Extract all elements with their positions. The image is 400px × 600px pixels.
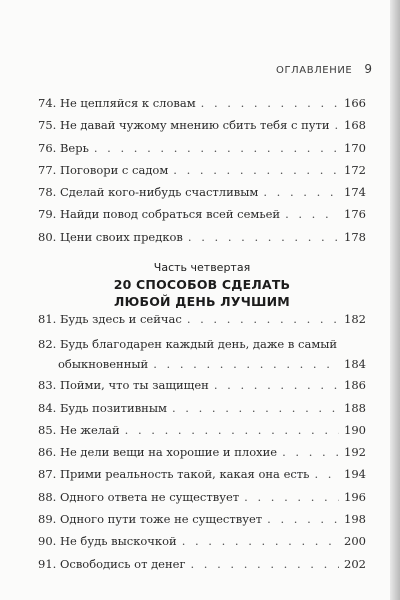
running-head-title: ОГЛАВЛЕНИЕ [276, 65, 353, 76]
toc-entry [38, 534, 366, 556]
dot-leader [173, 163, 339, 177]
part-heading [38, 260, 366, 310]
dot-leader [172, 401, 339, 415]
toc-entry-page: 170 [344, 140, 366, 155]
toc-entry-page: 178 [344, 229, 366, 244]
toc-entry-title: 80. Цени своих предков [38, 229, 183, 244]
part-label: Часть четвертая [153, 261, 251, 274]
toc-entry-title: 78. Сделай кого-нибудь счастливым [38, 185, 259, 200]
toc-entry-page: 198 [344, 512, 366, 527]
dot-leader [125, 423, 339, 437]
toc-entry [38, 163, 366, 185]
toc-entry-page: 174 [344, 185, 366, 200]
toc-entry [38, 445, 366, 467]
toc-list-part4 [38, 312, 366, 579]
toc-entry [38, 185, 366, 207]
toc-entry-page: 172 [344, 162, 366, 177]
toc-entry-title: 85. Не желай [38, 422, 120, 437]
toc-entry-page: 176 [344, 207, 366, 222]
toc-entry [38, 557, 366, 579]
toc-entry-page: 186 [344, 378, 366, 393]
toc-entry [38, 467, 366, 489]
toc-entry-page: 192 [344, 445, 366, 460]
toc-entry-title: 86. Не дели вещи на хорошие и плохие [38, 445, 278, 460]
toc-entry-title: 81. Будь здесь и сейчас [38, 312, 182, 326]
toc-entry [38, 312, 366, 334]
dot-leader [182, 534, 339, 548]
page-number: 9 [364, 62, 372, 76]
toc-entry-title: 87. Прими реальность такой, какая она есть [38, 467, 310, 482]
toc-entry-title: 84. Будь позитивным [38, 400, 167, 415]
dot-leader [267, 512, 339, 526]
toc-entry-page: 190 [344, 422, 366, 437]
toc-entry [38, 207, 366, 229]
toc-entry-title-continued: обыкновенный [58, 357, 149, 372]
toc-entry-page: 166 [344, 96, 366, 110]
toc-entry-page: 184 [344, 357, 366, 372]
toc-entry [38, 334, 366, 378]
toc-entry [38, 230, 366, 252]
toc-entry [38, 512, 366, 534]
toc-entry-title: 89. Одного пути тоже не существует [38, 512, 263, 527]
toc-entry-title: 79. Найди повод собраться всей семьей [38, 207, 281, 222]
toc-entry [38, 423, 366, 445]
toc-entry [38, 118, 366, 140]
toc-entry-page: 196 [344, 489, 366, 504]
toc-entry-page: 194 [344, 467, 366, 482]
toc-entry-title: 90. Не будь выскочкой [38, 534, 177, 549]
toc-entry-page: 182 [344, 312, 366, 326]
running-head [272, 62, 372, 76]
part-title-line-1: 20 СПОСОБОВ СДЕЛАТЬ [113, 277, 291, 292]
toc-entry-page: 200 [344, 534, 366, 549]
toc-entry [38, 401, 366, 423]
toc-entry [38, 96, 366, 118]
part-title-line-2: ЛЮБОЙ ДЕНЬ ЛУЧШИМ [114, 294, 290, 309]
dot-leader [94, 141, 339, 155]
dot-leader [187, 312, 339, 326]
toc-entry-page: 168 [344, 118, 366, 133]
toc-entry-page: 202 [344, 556, 366, 571]
toc-entry-page: 188 [344, 400, 366, 415]
toc-entry-title: 76. Верь [38, 140, 89, 155]
toc-entry-title: 83. Пойми, что ты защищен [38, 378, 209, 393]
toc-entry-title: 77. Поговори с садом [38, 162, 169, 177]
toc-entry [38, 141, 366, 163]
dot-leader [153, 354, 339, 374]
toc-entry-title: 88. Одного ответа не существует [38, 489, 240, 504]
page-edge-shadow [390, 0, 400, 600]
dot-leader [244, 490, 339, 504]
toc-entry-title: 75. Не давай чужому мнению сбить тебя с пути [38, 118, 330, 133]
toc-entry [38, 490, 366, 512]
dot-leader [188, 230, 339, 244]
dot-leader [263, 185, 339, 199]
dot-leader [201, 96, 339, 110]
toc-entry-title: 74. Не цепляйся к словам [38, 96, 196, 110]
toc-entry-title: 91. Освободись от денег [38, 556, 186, 571]
dot-leader [285, 207, 339, 221]
toc-entry [38, 378, 366, 400]
dot-leader [214, 378, 339, 392]
dot-leader [314, 467, 339, 481]
dot-leader [190, 557, 339, 571]
toc-entry-title: 82. Будь благодарен каждый день, даже в самый [38, 337, 338, 352]
toc-list-part3 [38, 96, 366, 252]
dot-leader [335, 118, 339, 132]
dot-leader [282, 445, 339, 459]
